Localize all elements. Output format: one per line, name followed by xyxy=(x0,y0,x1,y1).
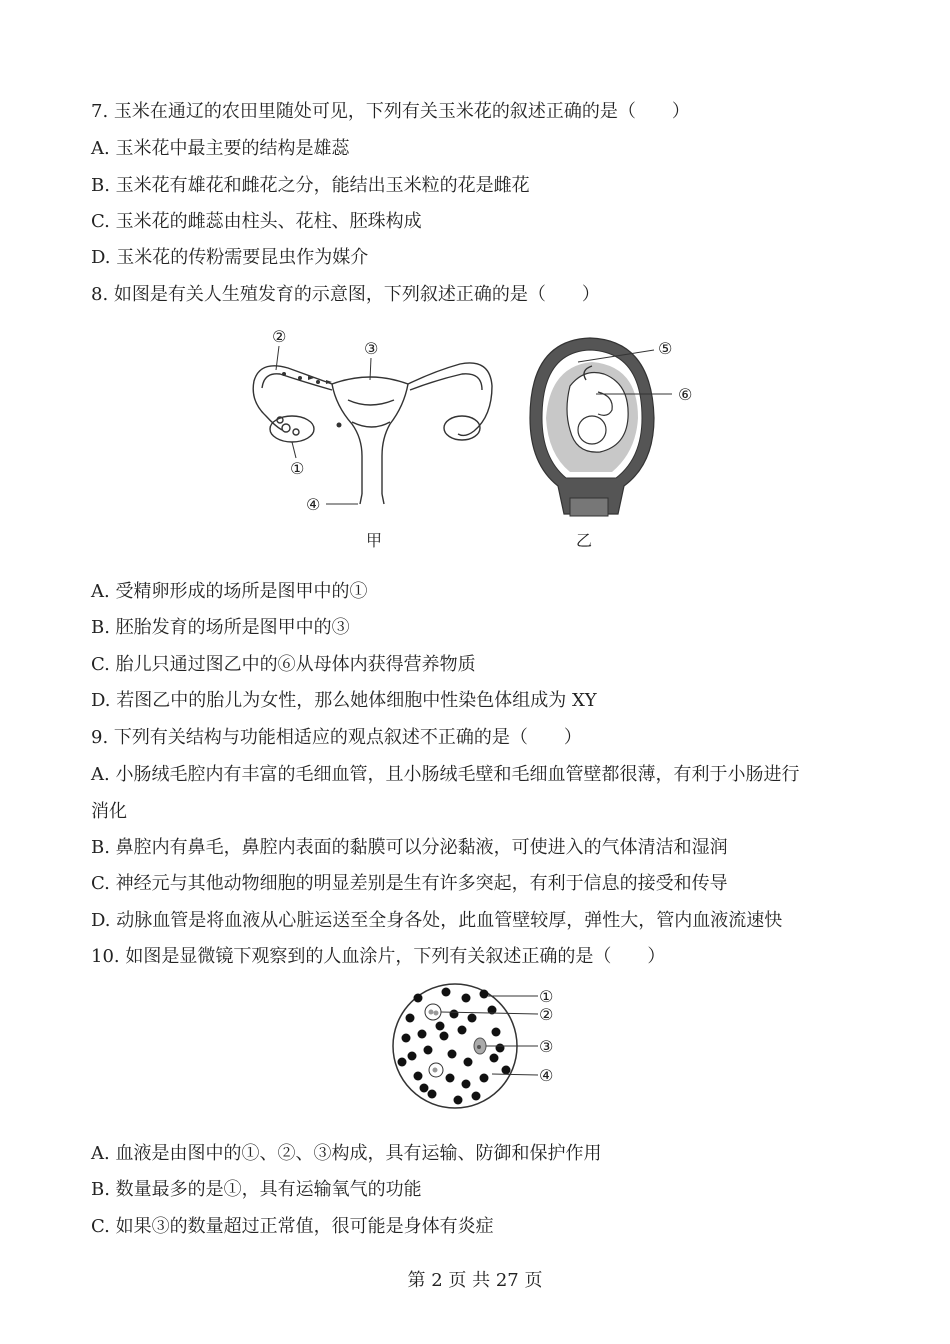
red-blood-cell xyxy=(398,1058,407,1067)
q8-option-b: B. 胚胎发育的场所是图甲中的③ xyxy=(91,617,350,638)
q10-option-c: C. 如果③的数量超过正常值，很可能是身体有炎症 xyxy=(91,1216,494,1237)
red-blood-cell xyxy=(496,1044,505,1053)
label-1: ① xyxy=(539,987,554,1006)
q10-blood-smear-figure xyxy=(388,978,568,1118)
q8-option-c: C. 胎儿只通过图乙中的⑥从母体内获得营养物质 xyxy=(91,654,476,675)
q9-stem: 9. 下列有关结构与功能相适应的观点叙述不正确的是（ ） xyxy=(91,727,582,748)
label-4: ④ xyxy=(539,1066,554,1085)
label-2: ② xyxy=(539,1005,554,1024)
q7-option-c: C. 玉米花的雌蕊由柱头、花柱、胚珠构成 xyxy=(91,211,422,232)
red-blood-cell xyxy=(446,1074,455,1083)
red-blood-cell xyxy=(408,1052,417,1061)
fetus-diagram xyxy=(530,338,654,516)
red-blood-cell xyxy=(492,1028,501,1037)
q9-option-b: B. 鼻腔内有鼻毛，鼻腔内表面的黏膜可以分泌黏液，可使进入的气体清洁和湿润 xyxy=(91,837,728,858)
q8-option-d: D. 若图乙中的胎儿为女性，那么她体细胞中性染色体组成为 XY xyxy=(91,690,597,711)
red-blood-cell xyxy=(462,1080,471,1089)
q8-stem: 8. 如图是有关人生殖发育的示意图，下列叙述正确的是（ ） xyxy=(91,284,600,305)
q7-stem: 7. 玉米在通辽的农田里随处可见，下列有关玉米花的叙述正确的是（ ） xyxy=(91,101,690,122)
q9-option-c: C. 神经元与其他动物细胞的明显差别是生有许多突起，有利于信息的接受和传导 xyxy=(91,873,728,894)
red-blood-cell xyxy=(402,1034,411,1043)
caption-jia: 甲 xyxy=(366,531,383,550)
q7-option-d: D. 玉米花的传粉需要昆虫作为媒介 xyxy=(91,247,369,268)
q7-option-a: A. 玉米花中最主要的结构是雄蕊 xyxy=(91,138,350,159)
red-blood-cell xyxy=(454,1096,463,1105)
red-blood-cell xyxy=(462,994,471,1003)
label-2: ② xyxy=(272,327,287,346)
q10-stem: 10. 如图是显微镜下观察到的人血涂片，下列有关叙述正确的是（ ） xyxy=(91,946,666,967)
caption-yi: 乙 xyxy=(576,531,593,550)
red-blood-cell xyxy=(502,1066,511,1075)
red-blood-cell xyxy=(418,1030,427,1039)
red-blood-cell xyxy=(472,1092,481,1101)
label-3: ③ xyxy=(539,1037,554,1056)
red-blood-cell xyxy=(490,1054,499,1063)
red-blood-cell xyxy=(440,1032,449,1041)
red-blood-cell xyxy=(424,1046,433,1055)
label-5: ⑤ xyxy=(658,339,673,358)
red-blood-cell xyxy=(480,990,489,999)
red-blood-cell xyxy=(448,1050,457,1059)
red-blood-cell xyxy=(420,1084,429,1093)
q7-option-b: B. 玉米花有雄花和雌花之分，能结出玉米粒的花是雌花 xyxy=(91,175,530,196)
red-blood-cell xyxy=(464,1058,473,1067)
red-blood-cell xyxy=(436,1022,445,1031)
label-6: ⑥ xyxy=(678,385,693,404)
q9-option-d: D. 动脉血管是将血液从心脏运送至全身各处，此血管壁较厚，弹性大，管内血液流速快 xyxy=(91,910,783,931)
q8-reproduction-figure xyxy=(240,326,710,556)
q8-option-a: A. 受精卵形成的场所是图甲中的① xyxy=(91,581,368,602)
red-blood-cell xyxy=(480,1074,489,1083)
red-blood-cell xyxy=(450,1010,459,1019)
label-3: ③ xyxy=(364,339,379,358)
q9-option-a: A. 小肠绒毛腔内有丰富的毛细血管，且小肠绒毛壁和毛细血管壁都很薄，有利于小肠进行 xyxy=(91,764,800,785)
red-blood-cell xyxy=(406,1014,415,1023)
q10-option-a: A. 血液是由图中的①、②、③构成，具有运输、防御和保护作用 xyxy=(91,1143,602,1164)
uterus-diagram xyxy=(253,363,492,504)
red-blood-cell xyxy=(414,994,423,1003)
red-blood-cell xyxy=(428,1090,437,1099)
red-blood-cell xyxy=(442,988,451,997)
q10-option-b: B. 数量最多的是①，具有运输氧气的功能 xyxy=(91,1179,422,1200)
red-blood-cell xyxy=(468,1014,477,1023)
label-1: ① xyxy=(290,459,305,478)
label-4: ④ xyxy=(306,495,321,514)
page-footer: 第 2 页 共 27 页 xyxy=(407,1270,543,1291)
red-blood-cell xyxy=(414,1072,423,1081)
red-blood-cell xyxy=(458,1026,467,1035)
q9-option-a-cont: 消化 xyxy=(91,801,127,822)
